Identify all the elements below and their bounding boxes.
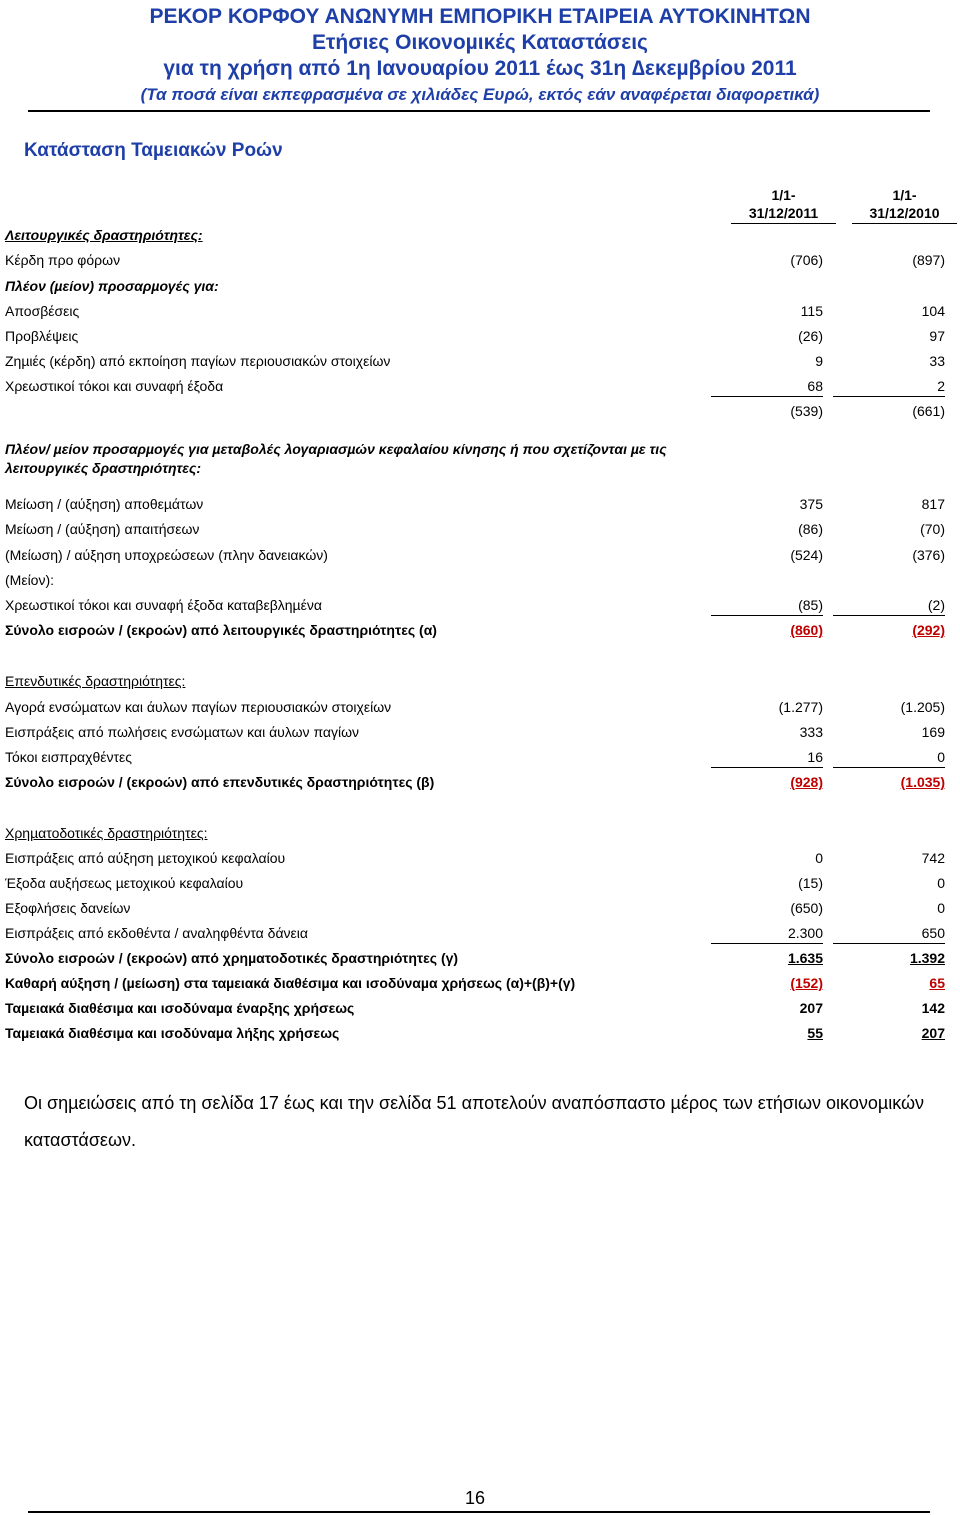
value-2010: (661): [912, 403, 945, 419]
value-2010: 0: [833, 747, 945, 768]
column-header-line: 31/12/2011: [748, 205, 819, 221]
table-row: [5, 519, 950, 539]
footnote: Οι σηµειώσεις από τη σελίδα 17 έως και την σελίδα 51 αποτελούν αναπόσπαστο µέρος των ετήσιων οικονοµικών καταστάσεων.: [24, 1093, 925, 1150]
table-row: [5, 276, 950, 296]
table-row: [5, 570, 950, 590]
value-2011: (650): [790, 900, 823, 916]
value-2010: (2): [833, 595, 945, 616]
table-row: [5, 671, 950, 691]
report-subtitle: Ετήσιες Οικονοµικές Καταστάσεις: [312, 31, 648, 54]
table-row: [5, 301, 950, 321]
value-2010: 0: [937, 875, 945, 891]
row-label: Χρεωστικοί τόκοι και συναφή έξοδα: [5, 378, 224, 394]
value-2011: (706): [790, 252, 823, 268]
row-label: Αγορά ενσώµατων και άυλων παγίων περιουσιακών στοιχείων: [5, 699, 392, 715]
value-2011: (539): [790, 403, 823, 419]
company-name: ΡΕΚΟΡ ΚΟΡΦΟΥ ΑΝΩΝΥΜΗ ΕΜΠΟΡΙΚΗ ΕΤΑΙΡΕΙΑ ΑΥΤΟΚΙΝΗΤΩΝ: [149, 5, 811, 28]
table-row: [5, 948, 950, 968]
value-2011: (524): [790, 547, 823, 563]
table-row: [5, 998, 950, 1018]
table-row: [5, 351, 950, 371]
value-2010: 0: [937, 900, 945, 916]
row-label: Ζηµιές (κέρδη) από εκποίηση παγίων περιουσιακών στοιχείων: [5, 353, 391, 369]
table-row: [5, 250, 950, 270]
value-2010: 2: [833, 376, 945, 397]
table-row: [5, 823, 950, 843]
row-label: (Μείον):: [5, 572, 55, 588]
header-divider: [28, 110, 930, 112]
row-label: Χρεωστικοί τόκοι και συναφή έξοδα καταβεβληµένα: [5, 597, 322, 613]
row-label: Λειτουργικές δραστηριότητες:: [5, 227, 203, 243]
value-2010: 142: [921, 1000, 945, 1016]
table-row: [5, 973, 950, 993]
table-row: [5, 620, 950, 640]
table-row: [5, 326, 950, 346]
value-2011: (1.277): [778, 699, 823, 715]
value-2010: 104: [921, 303, 945, 319]
value-2011: 16: [711, 747, 823, 768]
value-2011: 0: [815, 850, 823, 866]
row-label: Προβλέψεις: [5, 328, 79, 344]
value-2010: 207: [921, 1025, 945, 1041]
value-2011: (928): [790, 774, 823, 790]
value-2011: 2.300: [711, 923, 823, 944]
row-label: Μείωση / (αύξηση) αποθεµάτων: [5, 496, 204, 512]
value-2011: 115: [800, 303, 823, 319]
row-label: Πλέον (µείον) προσαρµογές για:: [5, 278, 219, 294]
table-row: [5, 494, 950, 514]
value-2011: (26): [798, 328, 823, 344]
table-row: [5, 697, 950, 717]
row-label: Αποσβέσεις: [5, 303, 80, 319]
value-2010: 65: [929, 975, 945, 991]
table-row: [5, 401, 950, 421]
row-label: Χρηµατοδοτικές δραστηριότητες:: [5, 825, 208, 841]
value-2011: 207: [799, 1000, 823, 1016]
table-row: [5, 747, 950, 767]
value-2011: (86): [798, 521, 823, 537]
value-2011: (860): [790, 622, 823, 638]
value-2010: (1.035): [900, 774, 945, 790]
row-label: Εισπράξεις από εκδοθέντα / αναληφθέντα δάνεια: [5, 925, 308, 941]
row-label: Σύνολο εισροών / (εκροών) από λειτουργικές δραστηριότητες (α): [5, 622, 437, 638]
table-row: [5, 545, 950, 565]
value-2010: 1.392: [909, 950, 945, 966]
table-row: [5, 772, 950, 792]
value-2010: (70): [920, 521, 945, 537]
value-2010: (1.205): [900, 699, 945, 715]
row-label: Ταµειακά διαθέσιµα και ισοδύναµα λήξης χρήσεως: [5, 1025, 340, 1041]
document-header: [0, 0, 960, 108]
value-2011: 55: [807, 1025, 823, 1041]
footer-divider: [28, 1511, 930, 1513]
value-2010: (292): [912, 622, 945, 638]
value-2010: 169: [921, 724, 945, 740]
value-2010: (897): [912, 252, 945, 268]
row-label: Καθαρή αύξηση / (µείωση) στα ταµειακά διαθέσιµα και ισοδύναµα χρήσεως (α)+(β)+(γ): [5, 975, 576, 991]
table-row: [5, 595, 950, 615]
row-label: Σύνολο εισροών / (εκροών) από χρηµατοδοτικές δραστηριότητες (γ): [5, 950, 459, 966]
row-label: Εισπράξεις από αύξηση µετοχικού κεφαλαίου: [5, 850, 286, 866]
row-label: Σύνολο εισροών / (εκροών) από επενδυτικές δραστηριότητες (β): [5, 774, 435, 790]
column-header-line: 1/1-: [892, 187, 917, 203]
column-header-line: 1/1-: [771, 187, 796, 203]
table-row: [5, 225, 950, 245]
value-2010: 817: [921, 496, 945, 512]
report-period: για τη χρήση από 1η Ιανουαρίου 2011 έως 31η ∆εκεµβρίου 2011: [163, 57, 797, 80]
row-label: Κέρδη προ φόρων: [5, 252, 121, 268]
row-label: Εξοφλήσεις δανείων: [5, 900, 131, 916]
working-capital-label: Πλέον/ µείον προσαρµογές για µεταβολές λογαριασµών κεφαλαίου κίνησης ή που σχετίζονται µε τις λειτουργικές δραστηριότητες:: [5, 441, 667, 476]
value-2010: 33: [929, 353, 945, 369]
table-row: [5, 923, 950, 943]
table-row: [5, 873, 950, 893]
value-2011: 68: [711, 376, 823, 397]
value-2011: 375: [799, 496, 823, 512]
row-label: Ταµειακά διαθέσιµα και ισοδύναµα έναρξης χρήσεως: [5, 1000, 355, 1016]
row-label: Μείωση / (αύξηση) απαιτήσεων: [5, 521, 200, 537]
value-2010: 650: [833, 923, 945, 944]
table-row: [5, 1023, 950, 1043]
value-2010: 742: [921, 850, 945, 866]
statement-title: Κατάσταση Ταµειακών Ροών: [24, 140, 283, 161]
value-2011: (85): [711, 595, 823, 616]
value-2010: 97: [929, 328, 945, 344]
table-row: [5, 722, 950, 742]
value-2010: (376): [912, 547, 945, 563]
table-row: [5, 376, 950, 396]
page-number: 16: [464, 1488, 486, 1508]
value-2011: (15): [798, 875, 823, 891]
row-label: Επενδυτικές δραστηριότητες:: [5, 673, 186, 689]
table-row: [5, 848, 950, 868]
amounts-note: (Τα ποσά είναι εκπεφρασµένα σε χιλιάδες Ευρώ, εκτός εάν αναφέρεται διαφορετικά): [140, 85, 820, 104]
value-2011: (152): [790, 975, 823, 991]
column-header-2011: [731, 186, 836, 224]
value-2011: 333: [799, 724, 823, 740]
row-label: Εισπράξεις από πωλήσεις ενσώµατων και άυλων παγίων: [5, 724, 360, 740]
value-2011: 1.635: [787, 950, 823, 966]
row-label: Τόκοι εισπραχθέντες: [5, 749, 133, 765]
column-header-2010: [852, 186, 957, 224]
value-2011: 9: [815, 353, 823, 369]
column-header-line: 31/12/2010: [869, 205, 940, 221]
row-label: (Μείωση) / αύξηση υποχρεώσεων (πλην δανειακών): [5, 547, 328, 563]
row-label: Έξοδα αυξήσεως µετοχικού κεφαλαίου: [5, 875, 244, 891]
table-row: [5, 898, 950, 918]
